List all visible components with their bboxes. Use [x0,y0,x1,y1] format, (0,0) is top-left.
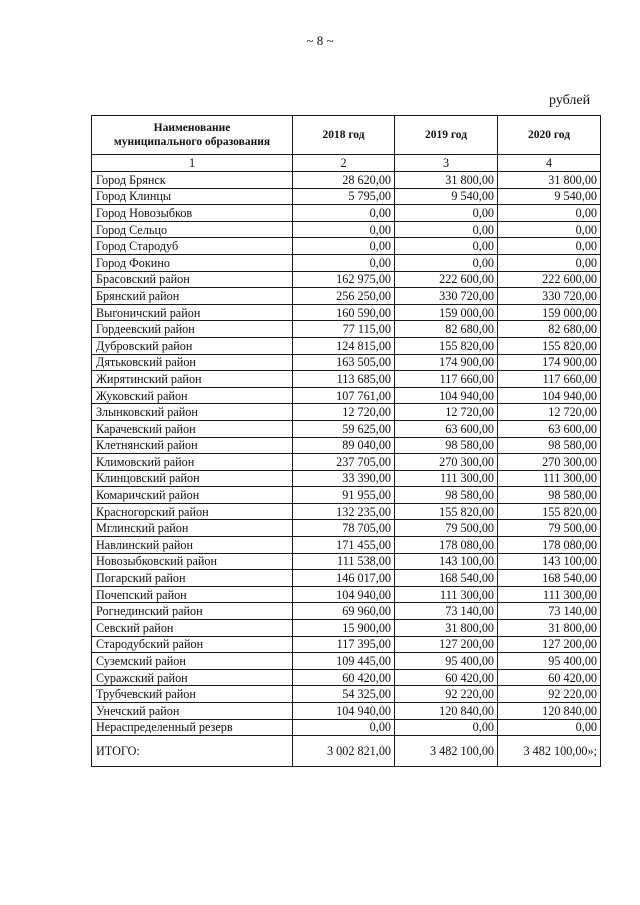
value-2020-cell: 178 080,00 [498,537,601,554]
value-2019-cell: 0,00 [395,205,498,222]
municipality-name-cell: Дубровский район [92,337,293,354]
column-number: 2 [293,155,395,172]
value-2020-cell: 0,00 [498,238,601,255]
value-2019-cell: 111 300,00 [395,586,498,603]
value-2019-cell: 117 660,00 [395,371,498,388]
column-number: 3 [395,155,498,172]
table-row [92,321,601,338]
value-2018-cell: 113 685,00 [293,371,395,388]
table-row [92,304,601,321]
value-2018-cell: 33 390,00 [293,470,395,487]
value-2020-cell: 73 140,00 [498,603,601,620]
table-row [92,454,601,471]
value-2019-cell: 73 140,00 [395,603,498,620]
value-2020-cell: 95 400,00 [498,653,601,670]
value-2019-cell: 31 800,00 [395,620,498,637]
value-2019-cell: 98 580,00 [395,487,498,504]
table-row [92,586,601,603]
municipality-name-cell: Город Брянск [92,172,293,189]
value-2018-cell: 171 455,00 [293,537,395,554]
value-2018-cell: 256 250,00 [293,288,395,305]
table-row [92,238,601,255]
municipality-name-cell: Севский район [92,620,293,637]
value-2019-cell: 143 100,00 [395,553,498,570]
value-2019-cell: 120 840,00 [395,703,498,720]
value-2019-cell: 98 580,00 [395,437,498,454]
value-2020-cell: 127 200,00 [498,636,601,653]
value-2018-cell: 104 940,00 [293,586,395,603]
table-row [92,470,601,487]
table-row [92,205,601,222]
value-2018-cell: 91 955,00 [293,487,395,504]
value-2019-cell: 155 820,00 [395,503,498,520]
value-2020-cell: 330 720,00 [498,288,601,305]
value-2018-cell: 160 590,00 [293,304,395,321]
municipality-name-cell: Почепский район [92,586,293,603]
table-row [92,570,601,587]
value-2018-cell: 0,00 [293,238,395,255]
column-header-2020: 2020 год [498,116,601,155]
table-row [92,337,601,354]
value-2018-cell: 117 395,00 [293,636,395,653]
value-2018-cell: 15 900,00 [293,620,395,637]
value-2020-cell: 31 800,00 [498,620,601,637]
value-2018-cell: 78 705,00 [293,520,395,537]
table-row [92,553,601,570]
table-row [92,221,601,238]
value-2018-cell: 162 975,00 [293,271,395,288]
value-2019-cell: 104 940,00 [395,387,498,404]
table-row [92,669,601,686]
column-header-municipality [92,116,293,155]
municipality-name-cell: Трубчевский район [92,686,293,703]
table-row [92,172,601,189]
value-2020-cell: 159 000,00 [498,304,601,321]
municipality-name-cell: Выгоничский район [92,304,293,321]
total-2020: 3 482 100,00»; [498,736,601,767]
table-row [92,503,601,520]
value-2020-cell: 111 300,00 [498,586,601,603]
municipality-name-cell: Стародубский район [92,636,293,653]
column-number-row [92,155,601,172]
table-row [92,387,601,404]
value-2018-cell: 146 017,00 [293,570,395,587]
value-2020-cell: 0,00 [498,221,601,238]
table-row [92,686,601,703]
municipality-name-cell: Клинцовский район [92,470,293,487]
table-row [92,188,601,205]
value-2019-cell: 168 540,00 [395,570,498,587]
value-2018-cell: 109 445,00 [293,653,395,670]
municipality-name-cell: Красногорский район [92,503,293,520]
table-row [92,404,601,421]
value-2020-cell: 98 580,00 [498,437,601,454]
value-2020-cell: 92 220,00 [498,686,601,703]
value-2018-cell: 132 235,00 [293,503,395,520]
value-2018-cell: 12 720,00 [293,404,395,421]
value-2019-cell: 111 300,00 [395,470,498,487]
value-2018-cell: 124 815,00 [293,337,395,354]
column-number: 1 [92,155,293,172]
value-2018-cell: 111 538,00 [293,553,395,570]
value-2019-cell: 222 600,00 [395,271,498,288]
value-2018-cell: 237 705,00 [293,454,395,471]
total-2018: 3 002 821,00 [293,736,395,767]
value-2020-cell: 168 540,00 [498,570,601,587]
municipality-name-cell: Клетнянский район [92,437,293,454]
value-2020-cell: 31 800,00 [498,172,601,189]
municipality-name-cell: Новозыбковский район [92,553,293,570]
value-2018-cell: 0,00 [293,254,395,271]
total-2019: 3 482 100,00 [395,736,498,767]
value-2018-cell: 0,00 [293,719,395,736]
value-2020-cell: 104 940,00 [498,387,601,404]
table-row [92,653,601,670]
value-2020-cell: 155 820,00 [498,337,601,354]
municipality-name-cell: Рогнединский район [92,603,293,620]
value-2020-cell: 155 820,00 [498,503,601,520]
value-2019-cell: 270 300,00 [395,454,498,471]
value-2020-cell: 98 580,00 [498,487,601,504]
value-2018-cell: 69 960,00 [293,603,395,620]
municipality-name-cell: Жирятинский район [92,371,293,388]
value-2020-cell: 117 660,00 [498,371,601,388]
value-2019-cell: 82 680,00 [395,321,498,338]
municipality-name-cell: Город Клинцы [92,188,293,205]
municipality-name-cell: Дятьковский район [92,354,293,371]
municipality-name-cell: Брасовский район [92,271,293,288]
table-row [92,354,601,371]
value-2018-cell: 28 620,00 [293,172,395,189]
value-2018-cell: 0,00 [293,221,395,238]
column-header-2018: 2018 год [293,116,395,155]
page-number: ~ 8 ~ [306,33,334,48]
value-2018-cell: 59 625,00 [293,420,395,437]
table-row [92,254,601,271]
total-row [92,736,601,767]
table-row [92,437,601,454]
value-2019-cell: 0,00 [395,719,498,736]
value-2019-cell: 0,00 [395,238,498,255]
value-2019-cell: 60 420,00 [395,669,498,686]
value-2019-cell: 178 080,00 [395,537,498,554]
municipality-name-cell: Навлинский район [92,537,293,554]
table-row [92,288,601,305]
value-2019-cell: 174 900,00 [395,354,498,371]
municipality-name-cell: Жуковский район [92,387,293,404]
table-row [92,636,601,653]
table-header-row [92,116,601,155]
budget-allocation-table [91,115,601,767]
column-header-municipality-text: Наименование муниципального образования [113,122,271,148]
value-2020-cell: 143 100,00 [498,553,601,570]
value-2020-cell: 222 600,00 [498,271,601,288]
value-2019-cell: 95 400,00 [395,653,498,670]
value-2020-cell: 270 300,00 [498,454,601,471]
table-row [92,603,601,620]
value-2019-cell: 12 720,00 [395,404,498,421]
table-row [92,420,601,437]
value-2020-cell: 63 600,00 [498,420,601,437]
municipality-name-cell: Гордеевский район [92,321,293,338]
table-row [92,719,601,736]
value-2019-cell: 127 200,00 [395,636,498,653]
value-2018-cell: 5 795,00 [293,188,395,205]
value-2020-cell: 60 420,00 [498,669,601,686]
value-2020-cell: 82 680,00 [498,321,601,338]
municipality-name-cell: Суземский район [92,653,293,670]
value-2019-cell: 31 800,00 [395,172,498,189]
value-2020-cell: 0,00 [498,719,601,736]
table-row [92,487,601,504]
value-2019-cell: 155 820,00 [395,337,498,354]
table-row [92,537,601,554]
value-2019-cell: 63 600,00 [395,420,498,437]
table-row [92,620,601,637]
value-2020-cell: 120 840,00 [498,703,601,720]
table-row [92,371,601,388]
column-number: 4 [498,155,601,172]
value-2020-cell: 174 900,00 [498,354,601,371]
value-2020-cell: 12 720,00 [498,404,601,421]
value-2018-cell: 104 940,00 [293,703,395,720]
value-2020-cell: 111 300,00 [498,470,601,487]
value-2018-cell: 89 040,00 [293,437,395,454]
value-2020-cell: 79 500,00 [498,520,601,537]
table-row [92,271,601,288]
value-2018-cell: 107 761,00 [293,387,395,404]
value-2020-cell: 0,00 [498,254,601,271]
table-body [92,172,601,736]
currency-unit-label: рублей [549,93,591,108]
value-2019-cell: 330 720,00 [395,288,498,305]
value-2019-cell: 159 000,00 [395,304,498,321]
municipality-name-cell: Суражский район [92,669,293,686]
value-2018-cell: 77 115,00 [293,321,395,338]
value-2018-cell: 0,00 [293,205,395,222]
municipality-name-cell: Мглинский район [92,520,293,537]
municipality-name-cell: Город Сельцо [92,221,293,238]
municipality-name-cell: Нераспределенный резерв [92,719,293,736]
municipality-name-cell: Злынковский район [92,404,293,421]
value-2019-cell: 92 220,00 [395,686,498,703]
value-2019-cell: 0,00 [395,254,498,271]
value-2018-cell: 163 505,00 [293,354,395,371]
table-row [92,520,601,537]
municipality-name-cell: Карачевский район [92,420,293,437]
municipality-name-cell: Город Фокино [92,254,293,271]
value-2019-cell: 9 540,00 [395,188,498,205]
municipality-name-cell: Комаричский район [92,487,293,504]
value-2020-cell: 0,00 [498,205,601,222]
value-2018-cell: 60 420,00 [293,669,395,686]
column-header-2019: 2019 год [395,116,498,155]
table-row [92,703,601,720]
value-2019-cell: 79 500,00 [395,520,498,537]
municipality-name-cell: Унечский район [92,703,293,720]
value-2018-cell: 54 325,00 [293,686,395,703]
municipality-name-cell: Город Новозыбков [92,205,293,222]
municipality-name-cell: Погарский район [92,570,293,587]
municipality-name-cell: Город Стародуб [92,238,293,255]
municipality-name-cell: Брянский район [92,288,293,305]
municipality-name-cell: Климовский район [92,454,293,471]
value-2020-cell: 9 540,00 [498,188,601,205]
total-label: ИТОГО: [92,736,293,767]
value-2019-cell: 0,00 [395,221,498,238]
